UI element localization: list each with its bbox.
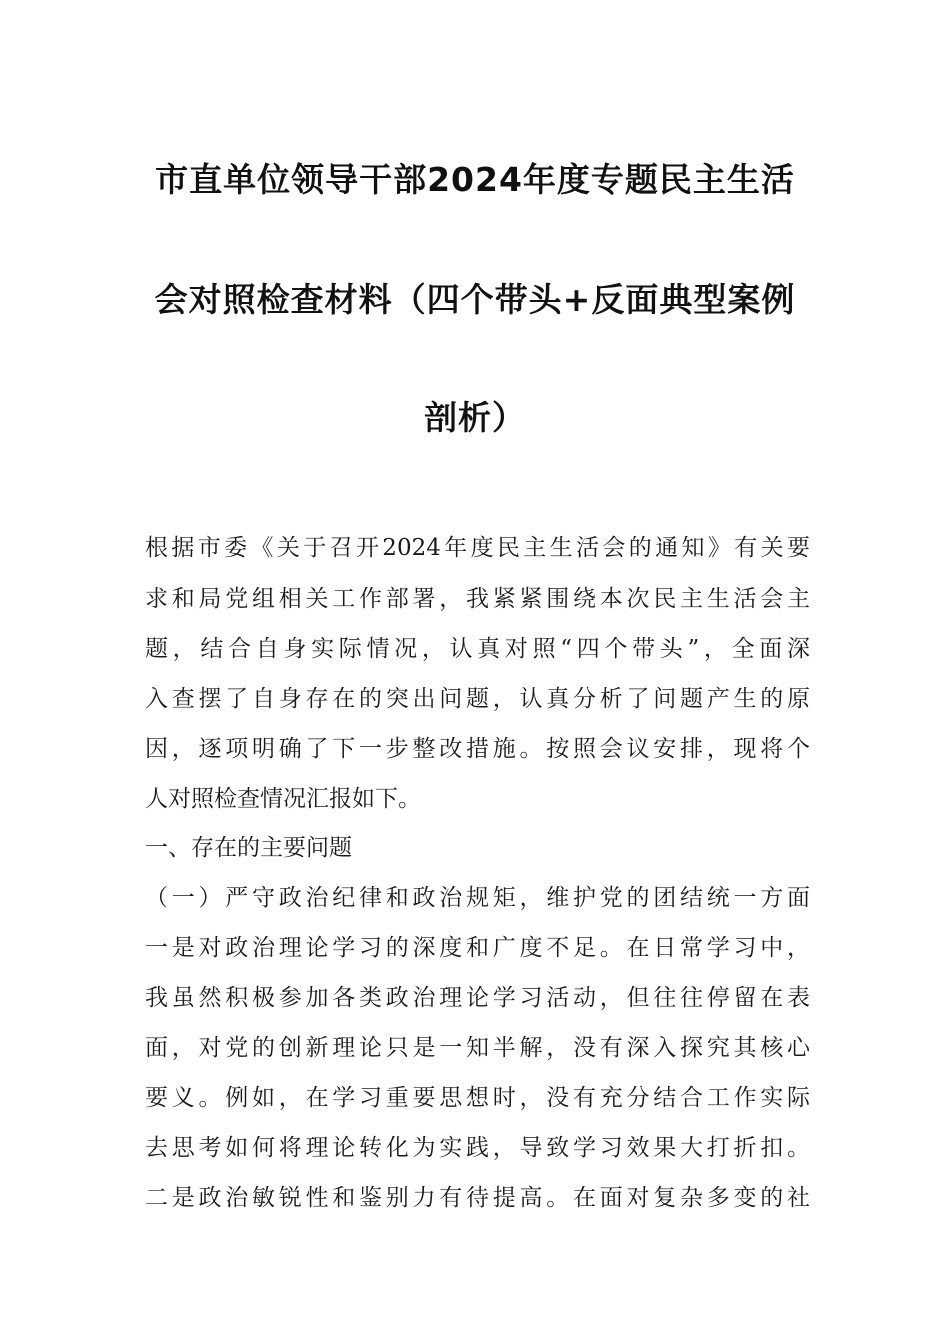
subsection-heading: （一）严守政治纪律和政治规矩，维护党的团结统一方面 [145, 885, 810, 911]
problem-line: 面，对党的创新理论只是一知半解，没有深入探究其核心 [145, 1035, 810, 1061]
document-title-line-2: 会对照检查材料（四个带头+反面典型案例 [154, 280, 796, 319]
document-title-line-3: 剖析） [424, 398, 526, 437]
problem-line: 我虽然积极参加各类政治理论学习活动，但往往停留在表 [145, 985, 810, 1011]
intro-line: 因，逐项明确了下一步整改措施。按照会议安排，现将个 [145, 736, 810, 762]
intro-line: 入查摆了自身存在的突出问题，认真分析了问题产生的原 [145, 686, 810, 712]
problem-line: 要义。例如，在学习重要思想时，没有充分结合工作实际 [145, 1085, 810, 1111]
problem-line: 一是对政治理论学习的深度和广度不足。在日常学习中， [145, 935, 810, 961]
problem-line: 去思考如何将理论转化为实践，导致学习效果大打折扣。 [145, 1135, 810, 1161]
problem-line: 二是政治敏锐性和鉴别力有待提高。在面对复杂多变的社 [145, 1185, 810, 1211]
intro-line: 求和局党组相关工作部署，我紧紧围绕本次民主生活会主 [145, 586, 810, 612]
intro-line: 根据市委《关于召开2024年度民主生活会的通知》有关要 [145, 535, 810, 561]
section-heading: 一、存在的主要问题 [145, 835, 352, 861]
document-title-line-1: 市直单位领导干部2024年度专题民主生活 [155, 160, 795, 199]
intro-line: 题，结合自身实际情况，认真对照“四个带头”，全面深 [145, 636, 810, 662]
intro-line: 人对照检查情况汇报如下。 [145, 786, 421, 812]
